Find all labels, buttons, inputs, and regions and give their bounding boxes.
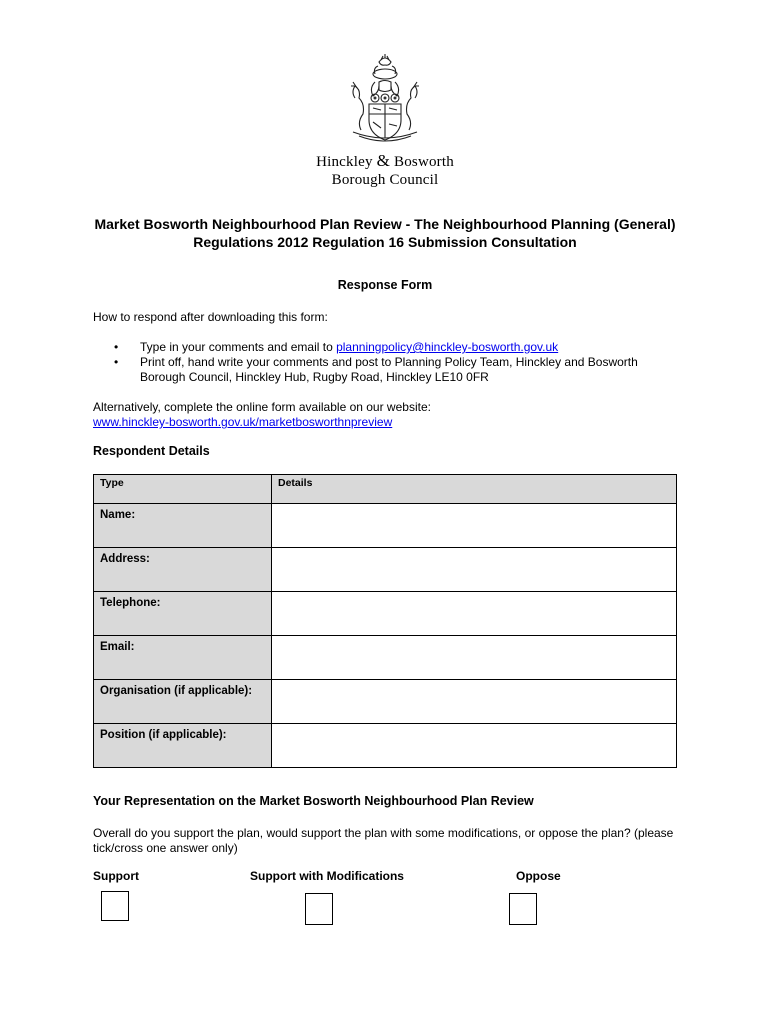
- address-label: Address:: [94, 548, 272, 592]
- council-name-line2: Borough Council: [331, 172, 439, 188]
- position-field[interactable]: [272, 724, 677, 768]
- council-name-line1: Hinckley: [316, 154, 373, 170]
- table-row-organisation: [94, 680, 677, 724]
- support-with-modifications-checkbox[interactable]: [305, 893, 333, 925]
- name-label: Name:: [94, 504, 272, 548]
- council-name-line1b: Bosworth: [394, 154, 454, 170]
- instruction-email: [112, 340, 672, 355]
- table-row-position: [94, 724, 677, 768]
- representation-heading: Your Representation on the Market Bosworth Neighbourhood Plan Review: [93, 794, 534, 808]
- telephone-field[interactable]: [272, 592, 677, 636]
- name-field[interactable]: [272, 504, 677, 548]
- coat-of-arms-icon: [345, 52, 425, 144]
- table-row-telephone: [94, 592, 677, 636]
- table-row-address: [94, 548, 677, 592]
- online-form-text: Alternatively, complete the online form available on our website:: [93, 400, 431, 414]
- respondent-details-table: [93, 474, 677, 768]
- organisation-label: Organisation (if applicable):: [94, 680, 272, 724]
- instruction-email-text: Type in your comments and email to: [140, 340, 337, 354]
- website-link[interactable]: www.hinckley-bosworth.gov.uk/marketbosworthnpreview: [93, 415, 393, 429]
- support-with-modifications-option-label: Support with Modifications: [250, 869, 404, 883]
- instructions-intro: How to respond after downloading this form:: [93, 310, 328, 324]
- column-type-header: Type: [94, 475, 272, 504]
- respondent-details-heading: Respondent Details: [93, 444, 210, 458]
- online-form-note: [93, 400, 693, 430]
- instructions-list: [112, 340, 672, 385]
- council-name: [300, 152, 470, 189]
- instruction-post: • Print off, hand write your comments and post to Planning Policy Team, Hinckley and Bosworth Borough Council, Hinckley Hub, Rugby Road, Hinckley LE10 0FR: [112, 355, 672, 385]
- form-subtitle: Response Form: [337, 278, 433, 292]
- column-details-header: Details: [272, 475, 677, 504]
- table-header-row: [94, 475, 677, 504]
- email-link[interactable]: planningpolicy@hinckley-bosworth.gov.uk: [336, 340, 559, 354]
- document-title: Market Bosworth Neighbourhood Plan Review - The Neighbourhood Planning (General) Regulations 2012 Regulation 16 Submission Consultation: [94, 216, 676, 250]
- oppose-checkbox[interactable]: [509, 893, 537, 925]
- position-label: Position (if applicable):: [94, 724, 272, 768]
- council-logo: [300, 52, 470, 192]
- email-field[interactable]: [272, 636, 677, 680]
- council-name-ampersand: &: [376, 151, 391, 170]
- support-option-label: Support: [93, 869, 139, 883]
- support-question: Overall do you support the plan, would support the plan with some modifications, or oppose the plan? (please tick/cross one answer only): [93, 826, 674, 855]
- organisation-field[interactable]: [272, 680, 677, 724]
- address-field[interactable]: [272, 548, 677, 592]
- table-row-email: [94, 636, 677, 680]
- email-label: Email:: [94, 636, 272, 680]
- table-row-name: [94, 504, 677, 548]
- oppose-option-label: Oppose: [516, 869, 561, 883]
- telephone-label: Telephone:: [94, 592, 272, 636]
- support-checkbox[interactable]: [101, 891, 129, 921]
